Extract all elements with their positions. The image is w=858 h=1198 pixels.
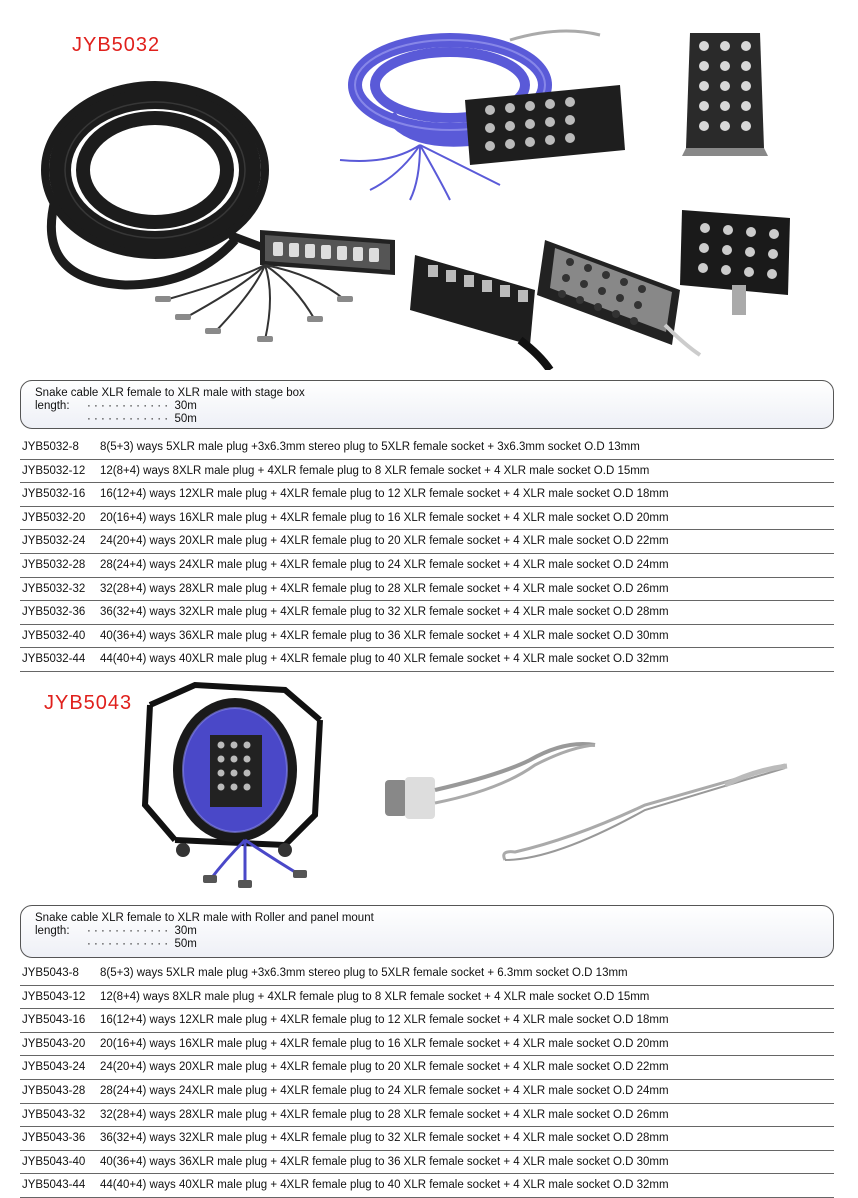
table-row [20,1151,834,1175]
section1-info-box: Snake cable XLR female to XLR male with stage box length: · · · · · · · · · · · · 30m · · · · · · · · · · · · 50m [20,380,834,429]
section2-info-title: Snake cable XLR female to XLR male with Roller and panel mount [35,912,374,924]
model-desc: 8(5+3) ways 5XLR male plug +3x6.3mm stereo plug to 5XLR female socket + 3x6.3mm socket O.D 13mm [100,441,640,453]
table-row [20,460,834,484]
model-desc: 16(12+4) ways 12XLR male plug + 4XLR female plug to 12 XLR female socket + 4 XLR male socket O.D 18mm [100,1014,669,1027]
section2-length-1: 30m [174,925,197,937]
section2-spec-table [20,962,834,1198]
table-row [20,554,834,578]
model-code: JYB5032-8 [22,441,79,453]
table-row [20,648,834,672]
section-title-jyb5043: JYB5043 [44,692,133,714]
section2-length-2: 50m [174,938,197,950]
model-code: JYB5043-20 [22,1037,86,1050]
model-code: JYB5043-36 [22,1132,86,1145]
model-desc: 40(36+4) ways 36XLR male plug + 4XLR female plug to 36 XLR female socket + 4 XLR male socket O.D 30mm [100,1155,669,1168]
table-row [20,625,834,649]
model-desc: 44(40+4) ways 40XLR male plug + 4XLR female plug to 40 XLR female socket + 4 XLR male socket O.D 32mm [100,1179,669,1192]
model-desc: 16(12+4) ways 12XLR male plug + 4XLR female plug to 12 XLR female socket + 4 XLR male socket O.D 18mm [100,488,669,501]
model-desc: 40(36+4) ways 36XLR male plug + 4XLR female plug to 36 XLR female socket + 4 XLR male socket O.D 30mm [100,629,669,642]
table-row [20,483,834,507]
stage-box-6way-icon [410,255,550,370]
table-row [20,986,834,1010]
model-desc: 12(8+4) ways 8XLR male plug + 4XLR female plug to 8 XLR female socket + 4 XLR male socket O.D 15mm [100,990,650,1003]
model-desc: 32(28+4) ways 28XLR male plug + 4XLR female plug to 28 XLR female socket + 4 XLR male socket O.D 26mm [100,582,669,595]
model-desc: 36(32+4) ways 32XLR male plug + 4XLR female plug to 32 XLR female socket + 4 XLR male socket O.D 28mm [100,606,669,619]
model-code: JYB5043-12 [22,990,86,1003]
model-code: JYB5043-40 [22,1155,86,1168]
section1-length-label: length: [35,400,70,412]
panel-plate-photo [682,28,772,158]
model-desc: 20(16+4) ways 16XLR male plug + 4XLR female plug to 16 XLR female socket + 4 XLR male socket O.D 20mm [100,511,669,524]
model-code: JYB5032-36 [22,606,86,619]
section2-length-label: length: [35,925,70,937]
blue-stage-box-icon [465,85,625,165]
cable-reel-photo [135,675,335,900]
model-code: JYB5032-20 [22,511,86,524]
model-code: JYB5032-28 [22,558,86,571]
table-row [20,1127,834,1151]
model-desc: 28(24+4) ways 24XLR male plug + 4XLR female plug to 24 XLR female socket + 4 XLR male socket O.D 24mm [100,1084,669,1097]
section1-length-1: 30m [174,400,197,412]
table-row [20,1033,834,1057]
table-row [20,962,834,986]
model-desc: 12(8+4) ways 8XLR male plug + 4XLR female plug to 8 XLR female socket + 4 XLR male socket O.D 15mm [100,464,650,477]
model-desc: 44(40+4) ways 40XLR male plug + 4XLR female plug to 40 XLR female socket + 4 XLR male socket O.D 32mm [100,653,669,666]
section1-info-title: Snake cable XLR female to XLR male with stage box [35,387,305,399]
stage-box-12way-icon [680,210,790,315]
table-row [20,436,834,460]
table-row [20,601,834,625]
cable-grip-photo [495,760,795,870]
table-row [20,507,834,531]
model-code: JYB5032-24 [22,535,86,548]
model-desc: 20(16+4) ways 16XLR male plug + 4XLR female plug to 16 XLR female socket + 4 XLR male socket O.D 20mm [100,1037,669,1050]
model-code: JYB5043-16 [22,1014,86,1027]
model-code: JYB5043-24 [22,1061,86,1074]
model-desc: 28(24+4) ways 24XLR male plug + 4XLR female plug to 24 XLR female socket + 4 XLR male socket O.D 24mm [100,558,669,571]
table-row [20,1104,834,1128]
section1-length-2: 50m [174,413,197,425]
stage-box-24way-icon [537,240,700,355]
model-code: JYB5032-44 [22,653,86,666]
table-row [20,1009,834,1033]
section-title-jyb5032: JYB5032 [72,34,161,56]
model-desc: 24(20+4) ways 20XLR male plug + 4XLR female plug to 20 XLR female socket + 4 XLR male socket O.D 22mm [100,535,669,548]
model-desc: 36(32+4) ways 32XLR male plug + 4XLR female plug to 32 XLR female socket + 4 XLR male socket O.D 28mm [100,1132,669,1145]
model-desc: 24(20+4) ways 20XLR male plug + 4XLR female plug to 20 XLR female socket + 4 XLR male socket O.D 22mm [100,1061,669,1074]
section2-info-box: Snake cable XLR female to XLR male with Roller and panel mount length: · · · · · · · · · · · · 30m · · · · · · · · · · · · 50m [20,905,834,958]
model-desc: 8(5+3) ways 5XLR male plug +3x6.3mm stereo plug to 5XLR female socket + 6.3mm socket O.D 13mm [100,967,628,979]
table-row [20,530,834,554]
model-code: JYB5032-40 [22,629,86,642]
reel-panel-icon [210,735,262,807]
stage-boxes-photo [410,200,800,370]
table-row [20,578,834,602]
model-code: JYB5032-32 [22,582,86,595]
model-code: JYB5043-28 [22,1084,86,1097]
model-code: JYB5043-44 [22,1179,86,1192]
model-code: JYB5043-32 [22,1108,86,1121]
blue-snake-cable-photo [330,15,650,215]
table-row [20,1174,834,1198]
model-code: JYB5032-12 [22,464,86,477]
section1-spec-table [20,436,834,672]
table-row [20,1056,834,1080]
model-desc: 32(28+4) ways 28XLR male plug + 4XLR female plug to 28 XLR female socket + 4 XLR male socket O.D 26mm [100,1108,669,1121]
model-code: JYB5043-8 [22,967,79,979]
model-code: JYB5032-16 [22,488,86,501]
table-row [20,1080,834,1104]
